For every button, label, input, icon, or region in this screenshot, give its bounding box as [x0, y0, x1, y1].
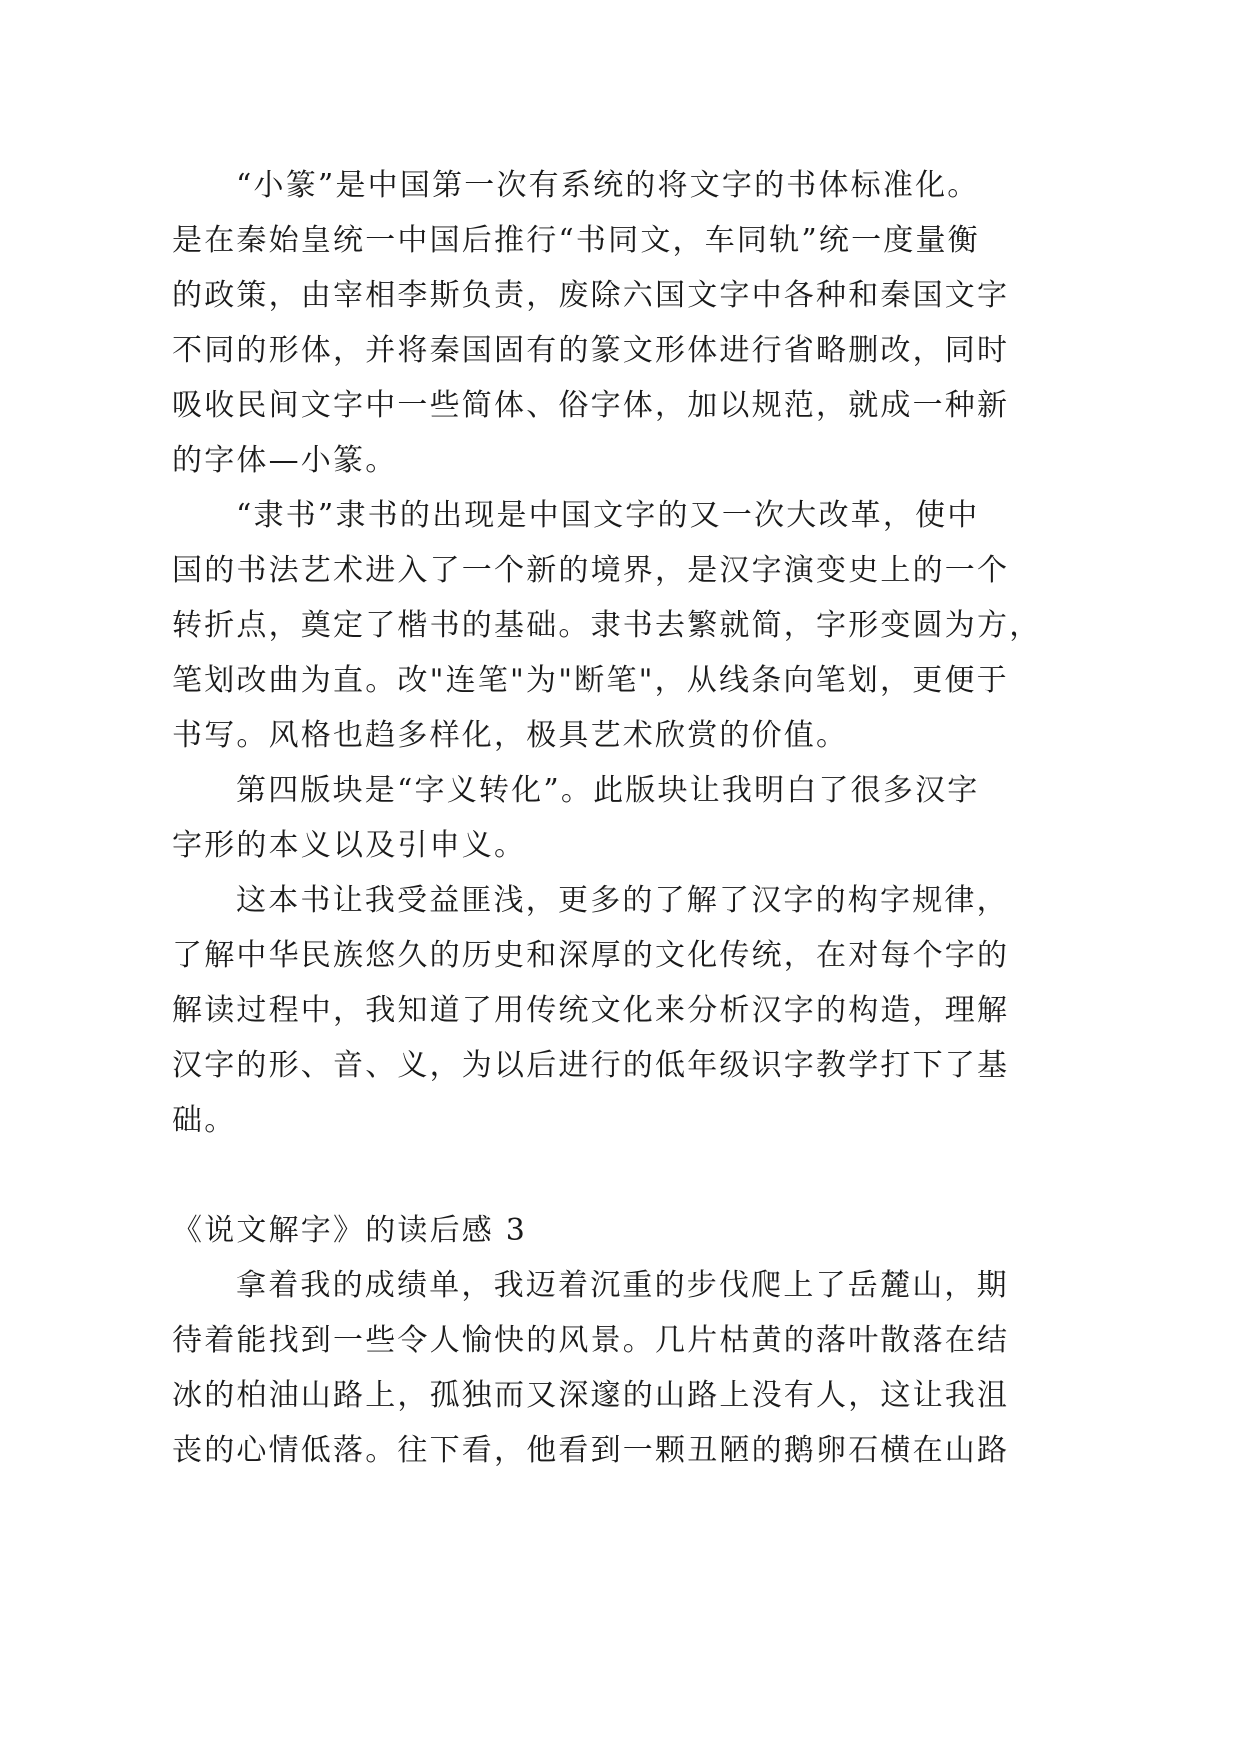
- paragraph-2-line-1: “隶书”隶书的出现是中国文字的又一次大改革，使中: [236, 498, 980, 533]
- paragraph-4-line-1: 这本书让我受益匪浅，更多的了解了汉字的构字规律，: [236, 883, 1009, 918]
- paragraph-1-line-1: “小篆”是中国第一次有系统的将文字的书体标准化。: [236, 168, 980, 203]
- paragraph-1-line-3: 的政策，由宰相李斯负责，废除六国文字中各种和秦国文字: [172, 278, 1010, 313]
- paragraph-2-line-4: 笔划改曲为直。改"连笔"为"断笔"，从线条向笔划，更便于: [172, 663, 1009, 698]
- paragraph-3-line-2: 字形的本义以及引申义。: [172, 828, 527, 863]
- paragraph-4-line-2: 了解中华民族悠久的历史和深厚的文化传统，在对每个字的: [172, 938, 1010, 973]
- paragraph-1-line-5: 吸收民间文字中一些简体、俗字体，加以规范，就成一种新: [172, 388, 1010, 423]
- paragraph-1-line-6: 的字体—小篆。: [172, 443, 398, 478]
- paragraph-5-line-4: 丧的心情低落。往下看，他看到一颗丑陋的鹅卵石横在山路: [172, 1433, 1010, 1468]
- paragraph-2-line-5: 书写。风格也趋多样化，极具艺术欣赏的价值。: [172, 718, 849, 753]
- paragraph-5-line-3: 冰的柏油山路上，孤独而又深邃的山路上没有人，这让我沮: [172, 1378, 1010, 1413]
- section-heading: 《说文解字》的读后感 3: [172, 1213, 528, 1248]
- paragraph-2-line-2: 国的书法艺术进入了一个新的境界，是汉字演变史上的一个: [172, 553, 1010, 588]
- paragraph-1-line-2: 是在秦始皇统一中国后推行“书同文，车同轨”统一度量衡: [172, 223, 980, 258]
- paragraph-4-line-5: 础。: [172, 1103, 237, 1138]
- paragraph-5-line-2: 待着能找到一些令人愉快的风景。几片枯黄的落叶散落在结: [172, 1323, 1010, 1358]
- paragraph-4-line-4: 汉字的形、音、义，为以后进行的低年级识字教学打下了基: [172, 1048, 1010, 1083]
- paragraph-4-line-3: 解读过程中，我知道了用传统文化来分析汉字的构造，理解: [172, 993, 1010, 1028]
- paragraph-2-line-3: 转折点，奠定了楷书的基础。隶书去繁就简，字形变圆为方，: [172, 608, 1042, 643]
- paragraph-3-line-1: 第四版块是“字义转化”。此版块让我明白了很多汉字: [236, 773, 980, 808]
- paragraph-5-line-1: 拿着我的成绩单，我迈着沉重的步伐爬上了岳麓山，期: [236, 1268, 1009, 1303]
- paragraph-1-line-4: 不同的形体，并将秦国固有的篆文形体进行省略删改，同时: [172, 333, 1010, 368]
